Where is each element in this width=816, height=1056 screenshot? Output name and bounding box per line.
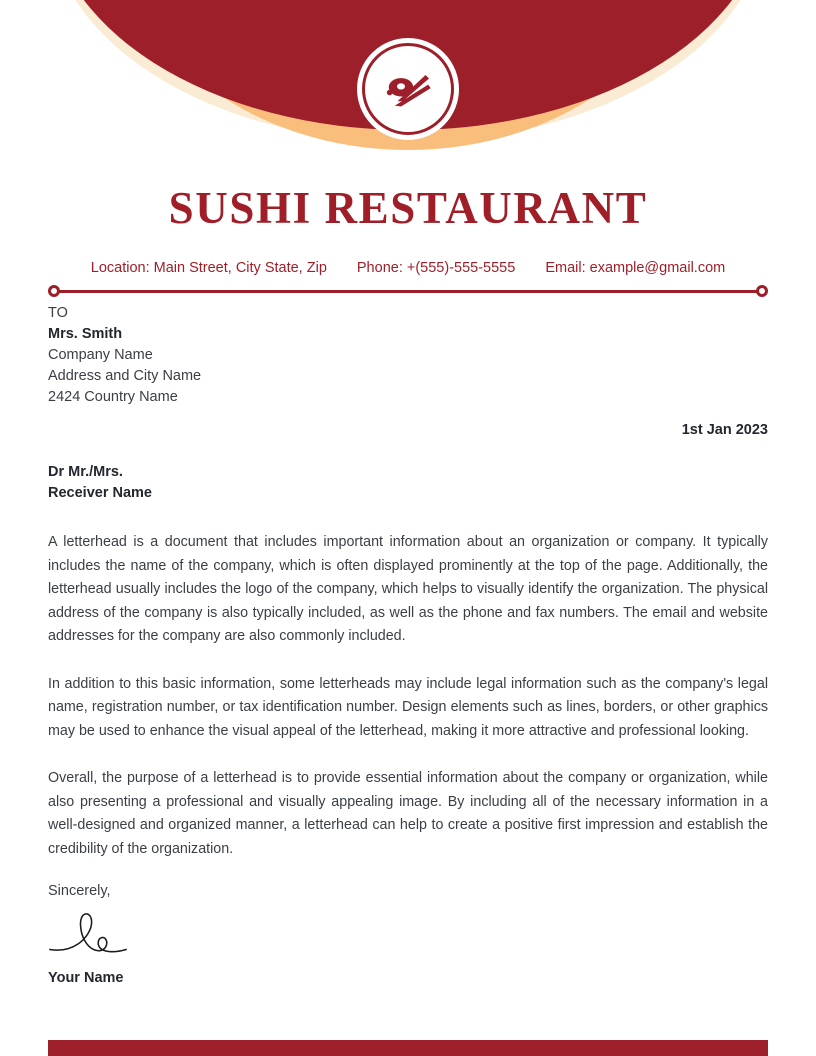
contact-email: Email: example@gmail.com bbox=[545, 260, 726, 276]
brand-logo bbox=[357, 38, 459, 140]
closing-text: Sincerely, bbox=[48, 883, 111, 899]
divider-dot-left bbox=[48, 285, 60, 297]
salutation-block bbox=[48, 462, 768, 504]
body-paragraph-3: Overall, the purpose of a letterhead is to provide essential information about the company or organization, while also presenting a professional and visually appealing image. By including all of the necessary information in a well-designed and organized manner, a letterhead can help to create a positive first impression and establish the credibility of the organization. bbox=[48, 770, 768, 857]
divider-line bbox=[54, 290, 762, 293]
to-label: TO bbox=[48, 305, 68, 321]
handwritten-signature-icon bbox=[48, 909, 148, 959]
contact-phone: Phone: +(555)-555-5555 bbox=[356, 260, 516, 276]
salutation-name: Receiver Name bbox=[48, 485, 152, 501]
salutation-title: Dr Mr./Mrs. bbox=[48, 464, 123, 480]
recipient-company: Company Name bbox=[48, 347, 153, 363]
recipient-name: Mrs. Smith bbox=[48, 326, 123, 342]
footer-bar bbox=[48, 1040, 768, 1056]
divider-dot-right bbox=[756, 285, 768, 297]
signer-name: Your Name bbox=[48, 970, 124, 986]
letter-body bbox=[48, 531, 768, 861]
recipient-address: Address and City Name bbox=[48, 368, 202, 384]
recipient-country: 2424 Country Name bbox=[48, 389, 178, 405]
contact-location: Location: Main Street, City State, Zip bbox=[90, 260, 327, 276]
body-paragraph-2: In addition to this basic information, some letterheads may include legal information such as the company's legal name, registration number, or tax identification number. Design elements such as lines, borders, or other graphics may be used to enhance the visual appeal of the letterhead, making it more attractive and professional looking. bbox=[48, 675, 768, 739]
sushi-chopsticks-icon bbox=[380, 61, 436, 117]
letter-content bbox=[48, 303, 768, 986]
recipient-block bbox=[48, 303, 768, 408]
page-title: SUSHI RESTAURANT bbox=[168, 183, 648, 233]
body-paragraph-1: A letterhead is a document that includes important information about an organization or company. It typically includes the name of the company, which is often displayed prominently at the top of the page. Additionally, the letterhead usually includes the logo of the company, which helps to visually identify the organization. The physical address of the company is also typically included, as well as the phone and fax numbers. The email and website addresses for the company are also commonly included. bbox=[48, 534, 768, 644]
header-divider bbox=[48, 285, 768, 297]
letter-date: 1st Jan 2023 bbox=[681, 422, 768, 438]
contact-info-row bbox=[48, 260, 768, 276]
